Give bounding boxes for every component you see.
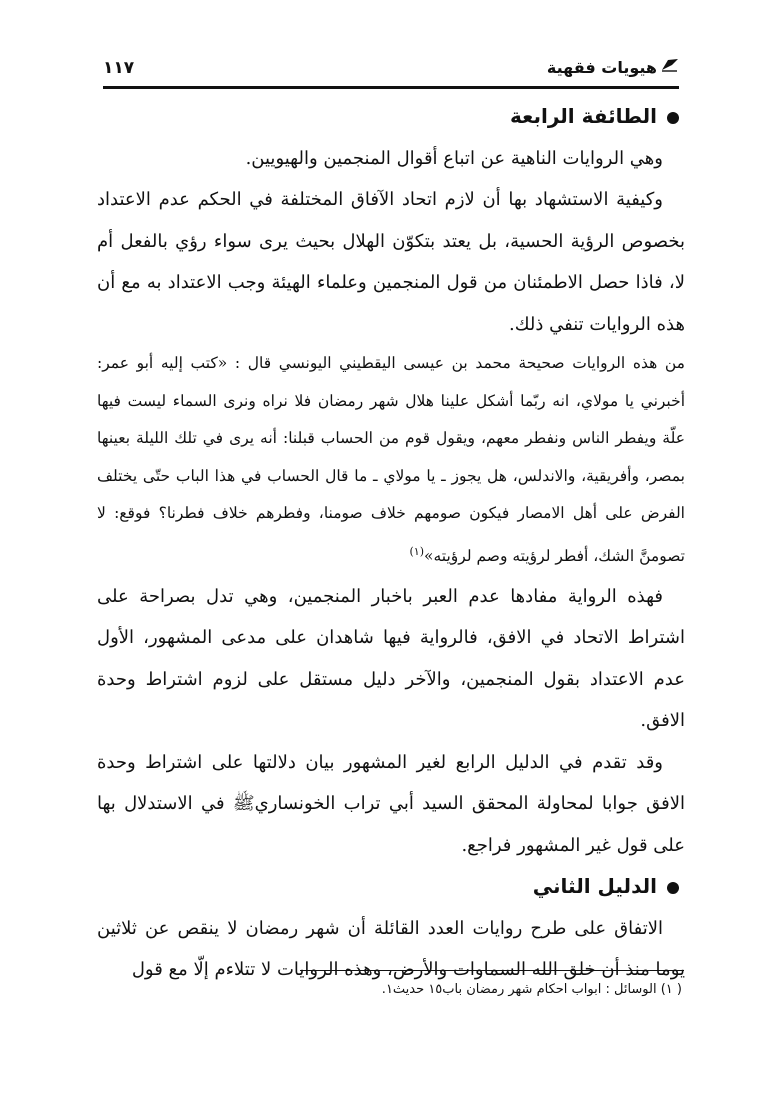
running-title: هيويات فقهية	[546, 58, 657, 77]
quotation-paragraph	[97, 345, 685, 576]
paragraph: وكيفية الاستشهاد بها أن لازم اتحاد الآفاق المختلفة في الحكم عدم الاعتداد بخصوص الرؤية الحسية، بل يعتد بتكوّن الهلال بحيث يرى سواء رؤي بالفعل أم لا، فاذا حصل الاطمئنان من قول المنجمين وعلماء الهيئة وجب الاعتداد به مع أن هذه الروايات تنفي ذلك.	[97, 189, 685, 335]
paragraph: وقد تقدم في الدليل الرابع لغير المشهور بيان دلالتها على اشتراط وحدة الافق جوابا لمحاولة المحقق السيد أبي تراب الخونساريﷺ في الاستدلال بها على قول غير المشهور فراجع.	[97, 751, 685, 856]
paragraph: الاتفاق على طرح روايات العدد القائلة أن شهر رمضان لا ينقص عن ثلاثين يوما منذ أن خلق الله السماوات والأرض، وهذه الروايات لا تتلاءم إلّا مع قول	[97, 917, 685, 981]
paragraph: فهذه الرواية مفادها عدم العبر باخبار المنجمين، وهي تدل بصراحة على اشتراط الاتحاد في الافق، فالرواية فيها شاهدان على مدعى المشهور، الأول عدم الاعتداد بقول المنجمين، والآخر دليل مستقل على لزوم اشتراط وحدة الافق.	[97, 585, 685, 732]
footnote-reference[interactable]: (١)	[409, 544, 425, 558]
section-heading-text: الطائفة الرابعة	[510, 104, 657, 128]
bullet-icon	[667, 112, 679, 124]
paragraph: وهي الروايات الناهية عن اتباع أقوال المنجمين والهيويين.	[245, 147, 663, 169]
section-heading	[97, 866, 685, 908]
main-text	[97, 96, 685, 991]
section-heading	[97, 96, 685, 138]
header-divider	[103, 86, 679, 89]
bullet-icon	[667, 882, 679, 894]
section-heading-text: الدليل الثاني	[532, 874, 657, 899]
footnote: ( ١) الوسائل : ابواب احكام شهر رمضان باب١٥ حديث١.	[381, 982, 682, 997]
page-number: ١١٧	[103, 58, 135, 78]
quotation-text: من هذه الروايات صحيحة محمد بن عيسى اليقطيني اليونسي قال : «كتب إليه أبو عمر: أخبرني يا مولاي، انه ربّما أشكل علينا هلال شهر رمضان فلا نراه ونرى السماء ليست فيها علّة ويفطر الناس ونفطر معهم، ويقول قوم من الحساب قبلنا: أنه يرى في تلك الليلة بعينها بمصر، وأفريقية، والاندلس، هل يجوز ـ يا مولاي ـ ما قال الحساب في هذا الباب حتّى يختلف الفرض على أهل الامصار فيكون صومهم خلاف صومنا، وفطرهم خلاف فطرنا؟ فوقع: لا تصومنَّ الشك، أفطر لرؤيته وصم لرؤيته»	[97, 354, 685, 566]
quill-pen-icon	[661, 58, 679, 72]
page-header	[103, 50, 679, 90]
footnote-divider	[300, 970, 684, 971]
